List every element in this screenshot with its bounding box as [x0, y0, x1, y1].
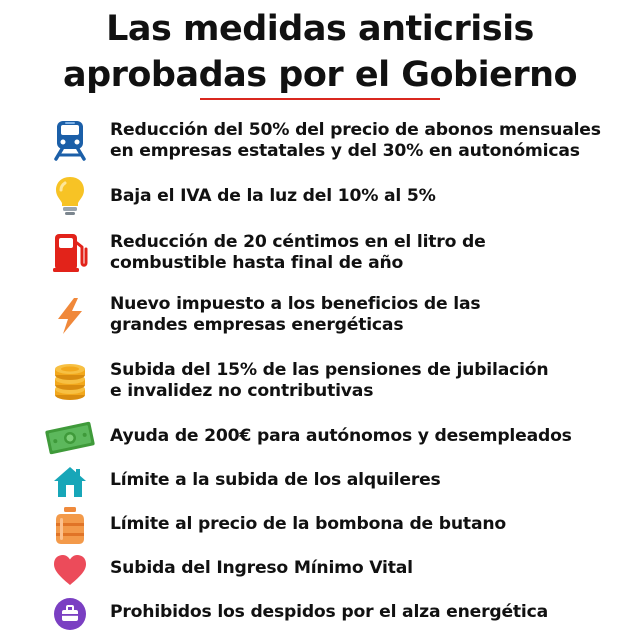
money-icon — [42, 414, 98, 462]
heart-icon — [46, 546, 94, 594]
item-text: Límite a la subida de los alquileres — [110, 470, 441, 490]
lightbulb-icon — [46, 172, 94, 220]
item-text: Reducción del 50% del precio de abonos mensuales en empresas estatales y del 30% en autonómicas — [110, 120, 601, 161]
coins-icon — [46, 356, 94, 404]
house-icon — [46, 458, 94, 506]
briefcase-icon — [46, 590, 94, 638]
item-text: Prohibidos los despidos por el alza energética — [110, 602, 549, 622]
title-line-2: aprobadas por el Gobierno — [62, 55, 578, 95]
item-text: Reducción de 20 céntimos en el litro de combustible hasta final de año — [110, 232, 486, 273]
gas-cylinder-icon — [46, 502, 94, 550]
item-text: Límite al precio de la bombona de butano — [110, 514, 506, 534]
item-text: Subida del Ingreso Mínimo Vital — [110, 558, 413, 578]
title-divider — [200, 98, 440, 100]
title-line-1: Las medidas anticrisis — [106, 9, 534, 49]
fuel-pump-icon — [46, 228, 94, 276]
item-text: Nuevo impuesto a los beneficios de las grandes empresas energéticas — [110, 294, 481, 335]
train-icon — [46, 116, 94, 164]
page-title — [0, 6, 640, 98]
lightning-icon — [46, 292, 94, 340]
item-text: Subida del 15% de las pensiones de jubilación e invalidez no contributivas — [110, 360, 549, 401]
item-text: Baja el IVA de la luz del 10% al 5% — [110, 186, 436, 206]
item-text: Ayuda de 200€ para autónomos y desempleados — [110, 426, 572, 446]
